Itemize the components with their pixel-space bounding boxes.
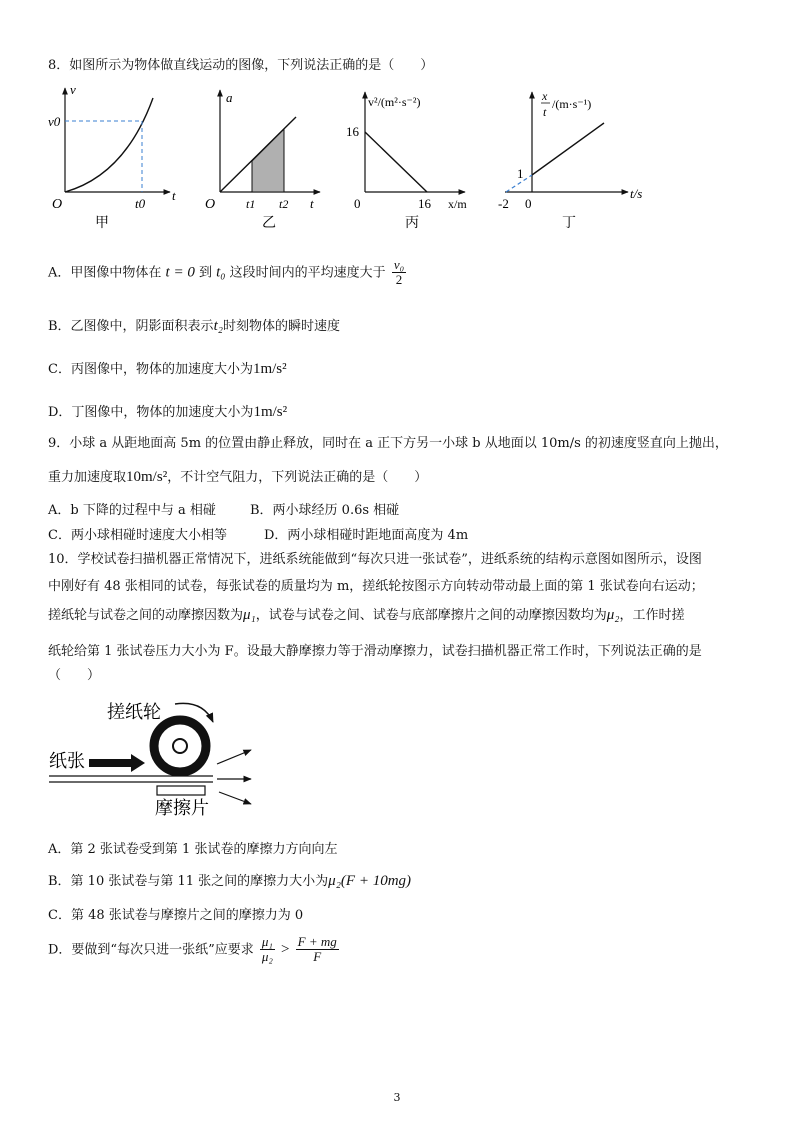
q8-graphs — [0, 80, 794, 240]
jia-origin: O — [52, 197, 63, 212]
pad-label: 摩擦片 — [155, 798, 209, 818]
q10-option-b: B．第 10 张试卷与第 11 张之间的摩擦力大小为μ₂(F + 10mg) — [48, 873, 412, 889]
ding-xlabel: t/s — [630, 186, 643, 201]
page-number: 3 — [393, 1091, 401, 1104]
graph-ding — [498, 89, 642, 231]
yi-xlabel: t — [310, 196, 314, 211]
q8-stem: 8．如图所示为物体做直线运动的图像，下列说法正确的是（ ） — [48, 58, 434, 73]
yi-ylabel: a — [226, 90, 233, 105]
q9-option-d: D．两小球相碰时距地面高度为 4m — [264, 528, 469, 543]
bing-origin: 0 — [354, 196, 361, 211]
ding-one: 1 — [517, 166, 524, 181]
q9-stem-line2: 重力加速度取10m/s²，不计空气阻力，下列说法正确的是（ ） — [48, 469, 428, 485]
bing-caption: 丙 — [405, 216, 419, 231]
ding-ylabel-unit: /(m·s⁻¹) — [552, 97, 592, 111]
q8-option-a: A．甲图像中物体在 t = 0 到 t₀ 这段时间内的平均速度大于 $\frac{\text{v₀}}{2}$ — [48, 257, 405, 288]
jia-ylabel: v — [70, 82, 76, 97]
q9-option-c: C．两小球相碰时速度大小相等 — [48, 528, 227, 543]
jia-caption: 甲 — [95, 216, 109, 231]
q10-stem-line4: 纸轮给第 1 张试卷压力大小为 F。设最大静摩擦力等于滑动摩擦力，试卷扫描机器正常工作时，下列说法正确的是 — [48, 644, 702, 659]
graph-bing — [346, 92, 467, 231]
ding-ylabel-num: x — [542, 89, 548, 103]
q9-option-a: A．b 下降的过程中与 a 相碰 — [48, 503, 216, 518]
q9-stem-line1: 9．小球 a 从距地面高 5m 的位置由静止释放，同时在 a 正下方另一小球 b 从地面以 10m/s 的初速度竖直向上抛出， — [48, 436, 728, 451]
q8-option-b: B．乙图像中，阴影面积表示t₂时刻物体的瞬时速度 — [48, 318, 340, 334]
ding-origin: 0 — [525, 196, 532, 211]
q10-option-c: C．第 48 张试卷与摩擦片之间的摩擦力为 0 — [48, 908, 304, 923]
q10-stem-line2: 中刚好有 48 张相同的试卷，每张试卷的质量均为 m，搓纸轮按图示方向转动带动最上面的第 1 张试卷向右运动； — [48, 579, 704, 594]
q10-stem-line3: 搓纸轮与试卷之间的动摩擦因数为μ₁，试卷与试卷之间、试卷与底部摩擦片之间的动摩擦因数均为μ₂，工作时搓 — [48, 607, 685, 623]
yi-t1: t1 — [246, 197, 256, 211]
ding-minus2: -2 — [498, 196, 509, 211]
bing-ylabel: v²/(m²·s⁻²) — [368, 95, 421, 109]
q10-stem-line5: （ ） — [48, 668, 101, 683]
jia-v0: v0 — [48, 114, 61, 129]
bing-16y: 16 — [346, 124, 359, 139]
jia-xlabel: t — [172, 188, 176, 203]
bing-xlabel: x/m — [448, 197, 467, 211]
q10-option-a: A．第 2 张试卷受到第 1 张试卷的摩擦力方向向左 — [48, 842, 338, 857]
bing-16x: 16 — [418, 196, 431, 211]
roller-label: 搓纸轮 — [107, 702, 161, 722]
q9-option-b: B．两小球经历 0.6s 相碰 — [250, 503, 400, 518]
q8-option-c: C．丙图像中，物体的加速度大小为1m/s² — [48, 361, 287, 377]
yi-caption: 乙 — [262, 216, 276, 231]
graph-jia — [48, 82, 176, 231]
q8-option-d: D．丁图像中，物体的加速度大小为1m/s² — [48, 404, 288, 420]
paper-label: 纸张 — [49, 751, 85, 771]
q10-stem-line1: 10．学校试卷扫描机器正常情况下，进纸系统能做到“每次只进一张试卷”，进纸系统的结构示意图如图所示，设图 — [48, 552, 702, 567]
ding-ylabel-den: t — [543, 105, 547, 119]
ding-caption: 丁 — [562, 216, 576, 231]
q10-paper-feed-diagram — [45, 692, 285, 832]
q10-option-d: D．要做到“每次只进一张纸”应要求 $\frac{\text{μ₁}}{\text{μ₂}}$ > $\frac{F + mg}{F}$ — [48, 934, 337, 965]
jia-t0: t0 — [135, 196, 146, 211]
graph-yi — [205, 90, 320, 231]
yi-origin: O — [205, 197, 216, 212]
yi-t2: t2 — [279, 197, 289, 211]
